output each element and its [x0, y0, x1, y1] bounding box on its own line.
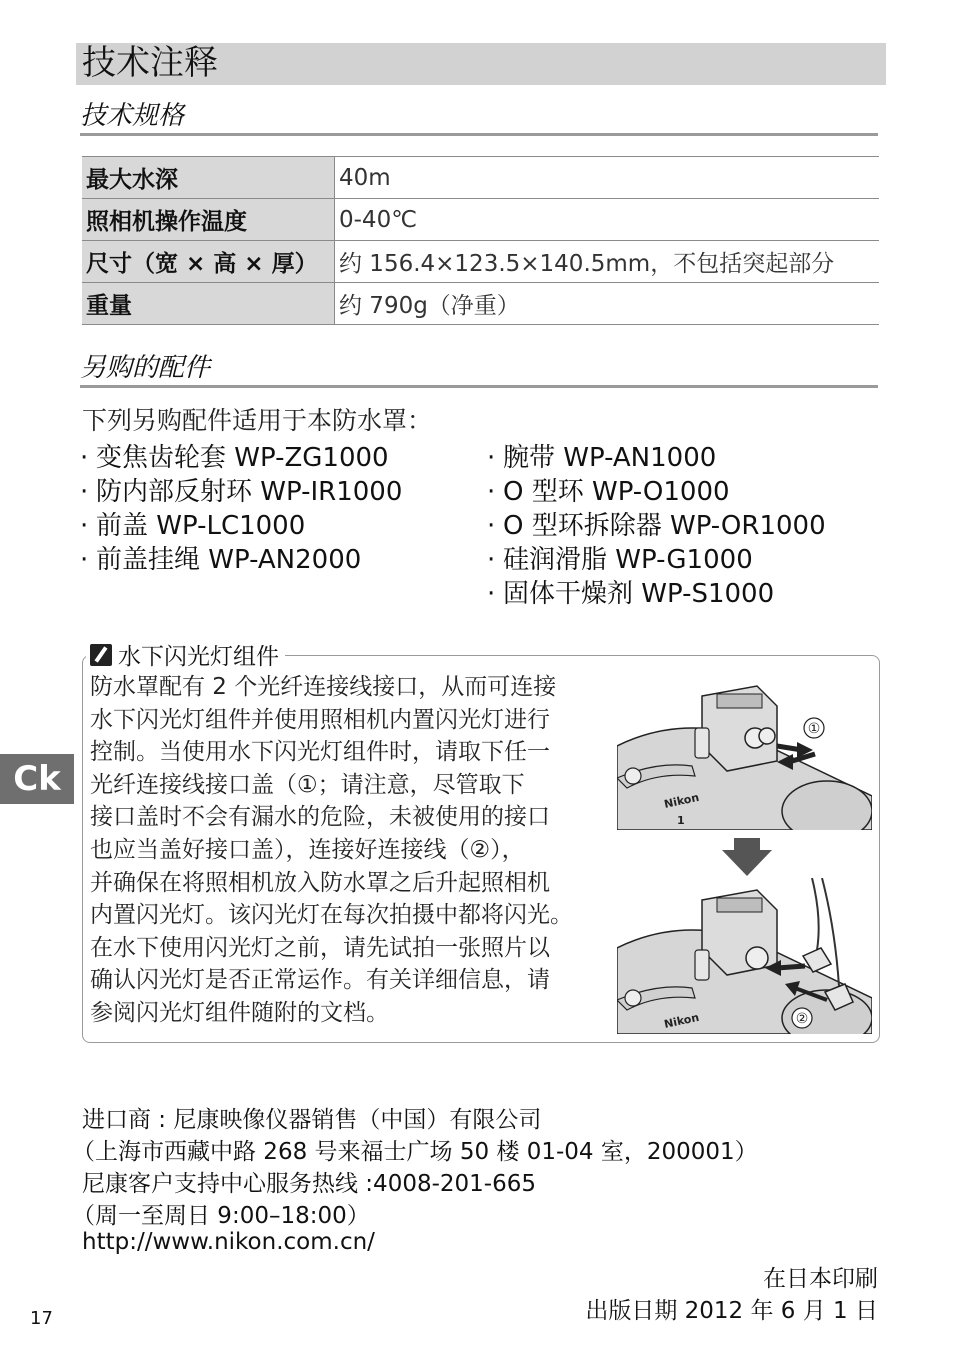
list-item: · 腕带 WP-AN1000 [487, 443, 717, 473]
specs-table [82, 156, 879, 325]
list-item: · 防内部反射环 WP-IR1000 [80, 477, 403, 507]
importer-line: 进口商 : 尼康映像仪器销售（中国）有限公司 [82, 1107, 542, 1133]
note-line: 水下闪光灯组件并使用照相机内置闪光灯进行 [90, 706, 550, 733]
accessory-list-left [80, 441, 402, 577]
table-row [82, 199, 879, 241]
note-line: 光纤连接线接口盖（①；请注意，尽管取下 [90, 771, 525, 798]
spec-label: 尺寸（宽 × 高 × 厚） [82, 241, 335, 283]
spec-value: 40m [335, 157, 880, 199]
note-title [86, 638, 285, 671]
page-number: 17 [30, 1308, 53, 1329]
note-title-text: 水下闪光灯组件 [118, 644, 279, 670]
address-line: （上海市西藏中路 268 号来福士广场 50 楼 01-04 室，200001） [72, 1139, 758, 1165]
note-line: 确认闪光灯是否正常运作。有关详细信息，请 [90, 967, 550, 994]
spec-value: 约 790g（净重） [335, 283, 880, 325]
spec-label: 照相机操作温度 [82, 199, 335, 241]
specs-rule [80, 133, 878, 136]
page-title: 技术注释 [82, 43, 218, 83]
list-item: · 变焦齿轮套 WP-ZG1000 [80, 443, 389, 473]
note-line: 接口盖时不会有漏水的危险，未被使用的接口 [90, 804, 550, 831]
brand-logo-top: Nikon [662, 790, 701, 811]
housing-illustration-bottom [617, 878, 872, 1034]
list-item: · 固体干燥剂 WP-S1000 [487, 579, 775, 609]
printed-in: 在日本印刷 [763, 1266, 878, 1292]
spec-value: 约 156.4×123.5×140.5mm，不包括突起部分 [335, 241, 880, 283]
specs-heading: 技术规格 [80, 101, 185, 131]
spec-label: 最大水深 [82, 157, 335, 199]
accessory-list-right [487, 441, 826, 611]
note-line: 在水下使用闪光灯之前，请先试拍一张照片以 [90, 934, 550, 961]
table-row [82, 283, 879, 325]
list-item: · 硅润滑脂 WP-G1000 [487, 545, 753, 575]
publish-date: 出版日期 2012 年 6 月 1 日 [585, 1298, 878, 1324]
hotline-line: 尼康客户支持中心服务热线 :4008-201-665 [82, 1171, 536, 1197]
note-line: 也应当盖好接口盖），连接好连接线（②）， [90, 836, 525, 863]
arrow-down-icon [722, 838, 772, 876]
note-line: 并确保在将照相机放入防水罩之后升起照相机 [90, 869, 550, 896]
note-line: 参阅闪光灯组件随附的文档。 [90, 999, 389, 1026]
note-line: 内置闪光灯。该闪光灯在每次拍摄中都将闪光。 [90, 902, 573, 929]
spec-value: 0-40℃ [335, 199, 880, 241]
hours-line: （周一至周日 9:00–18:00） [72, 1203, 370, 1229]
accessories-rule [80, 385, 878, 388]
note-line: 控制。当使用水下闪光灯组件时，请取下任一 [90, 739, 550, 766]
brand-logo-bottom: Nikon [662, 1010, 701, 1031]
website-link[interactable]: http://www.nikon.com.cn/ [82, 1229, 375, 1255]
list-item: · 前盖 WP-LC1000 [80, 511, 306, 541]
accessories-heading: 另购的配件 [80, 353, 211, 383]
note-body [90, 671, 602, 1030]
callout-2: ② [795, 1011, 809, 1027]
pencil-icon [90, 644, 112, 666]
callout-1: ① [807, 721, 821, 737]
language-tab: Ck [0, 754, 74, 804]
list-item: · O 型环拆除器 WP-OR1000 [487, 511, 826, 541]
housing-illustration-top [617, 676, 872, 830]
list-item: · O 型环 WP-O1000 [487, 477, 730, 507]
note-line: 防水罩配有 2 个光纤连接线接口，从而可连接 [90, 674, 557, 700]
spec-label: 重量 [82, 283, 335, 325]
model-label: 1 [677, 814, 685, 827]
table-row [82, 157, 879, 199]
accessories-intro: 下列另购配件适用于本防水罩： [82, 406, 433, 435]
list-item: · 前盖挂绳 WP-AN2000 [80, 545, 362, 575]
table-row [82, 241, 879, 283]
